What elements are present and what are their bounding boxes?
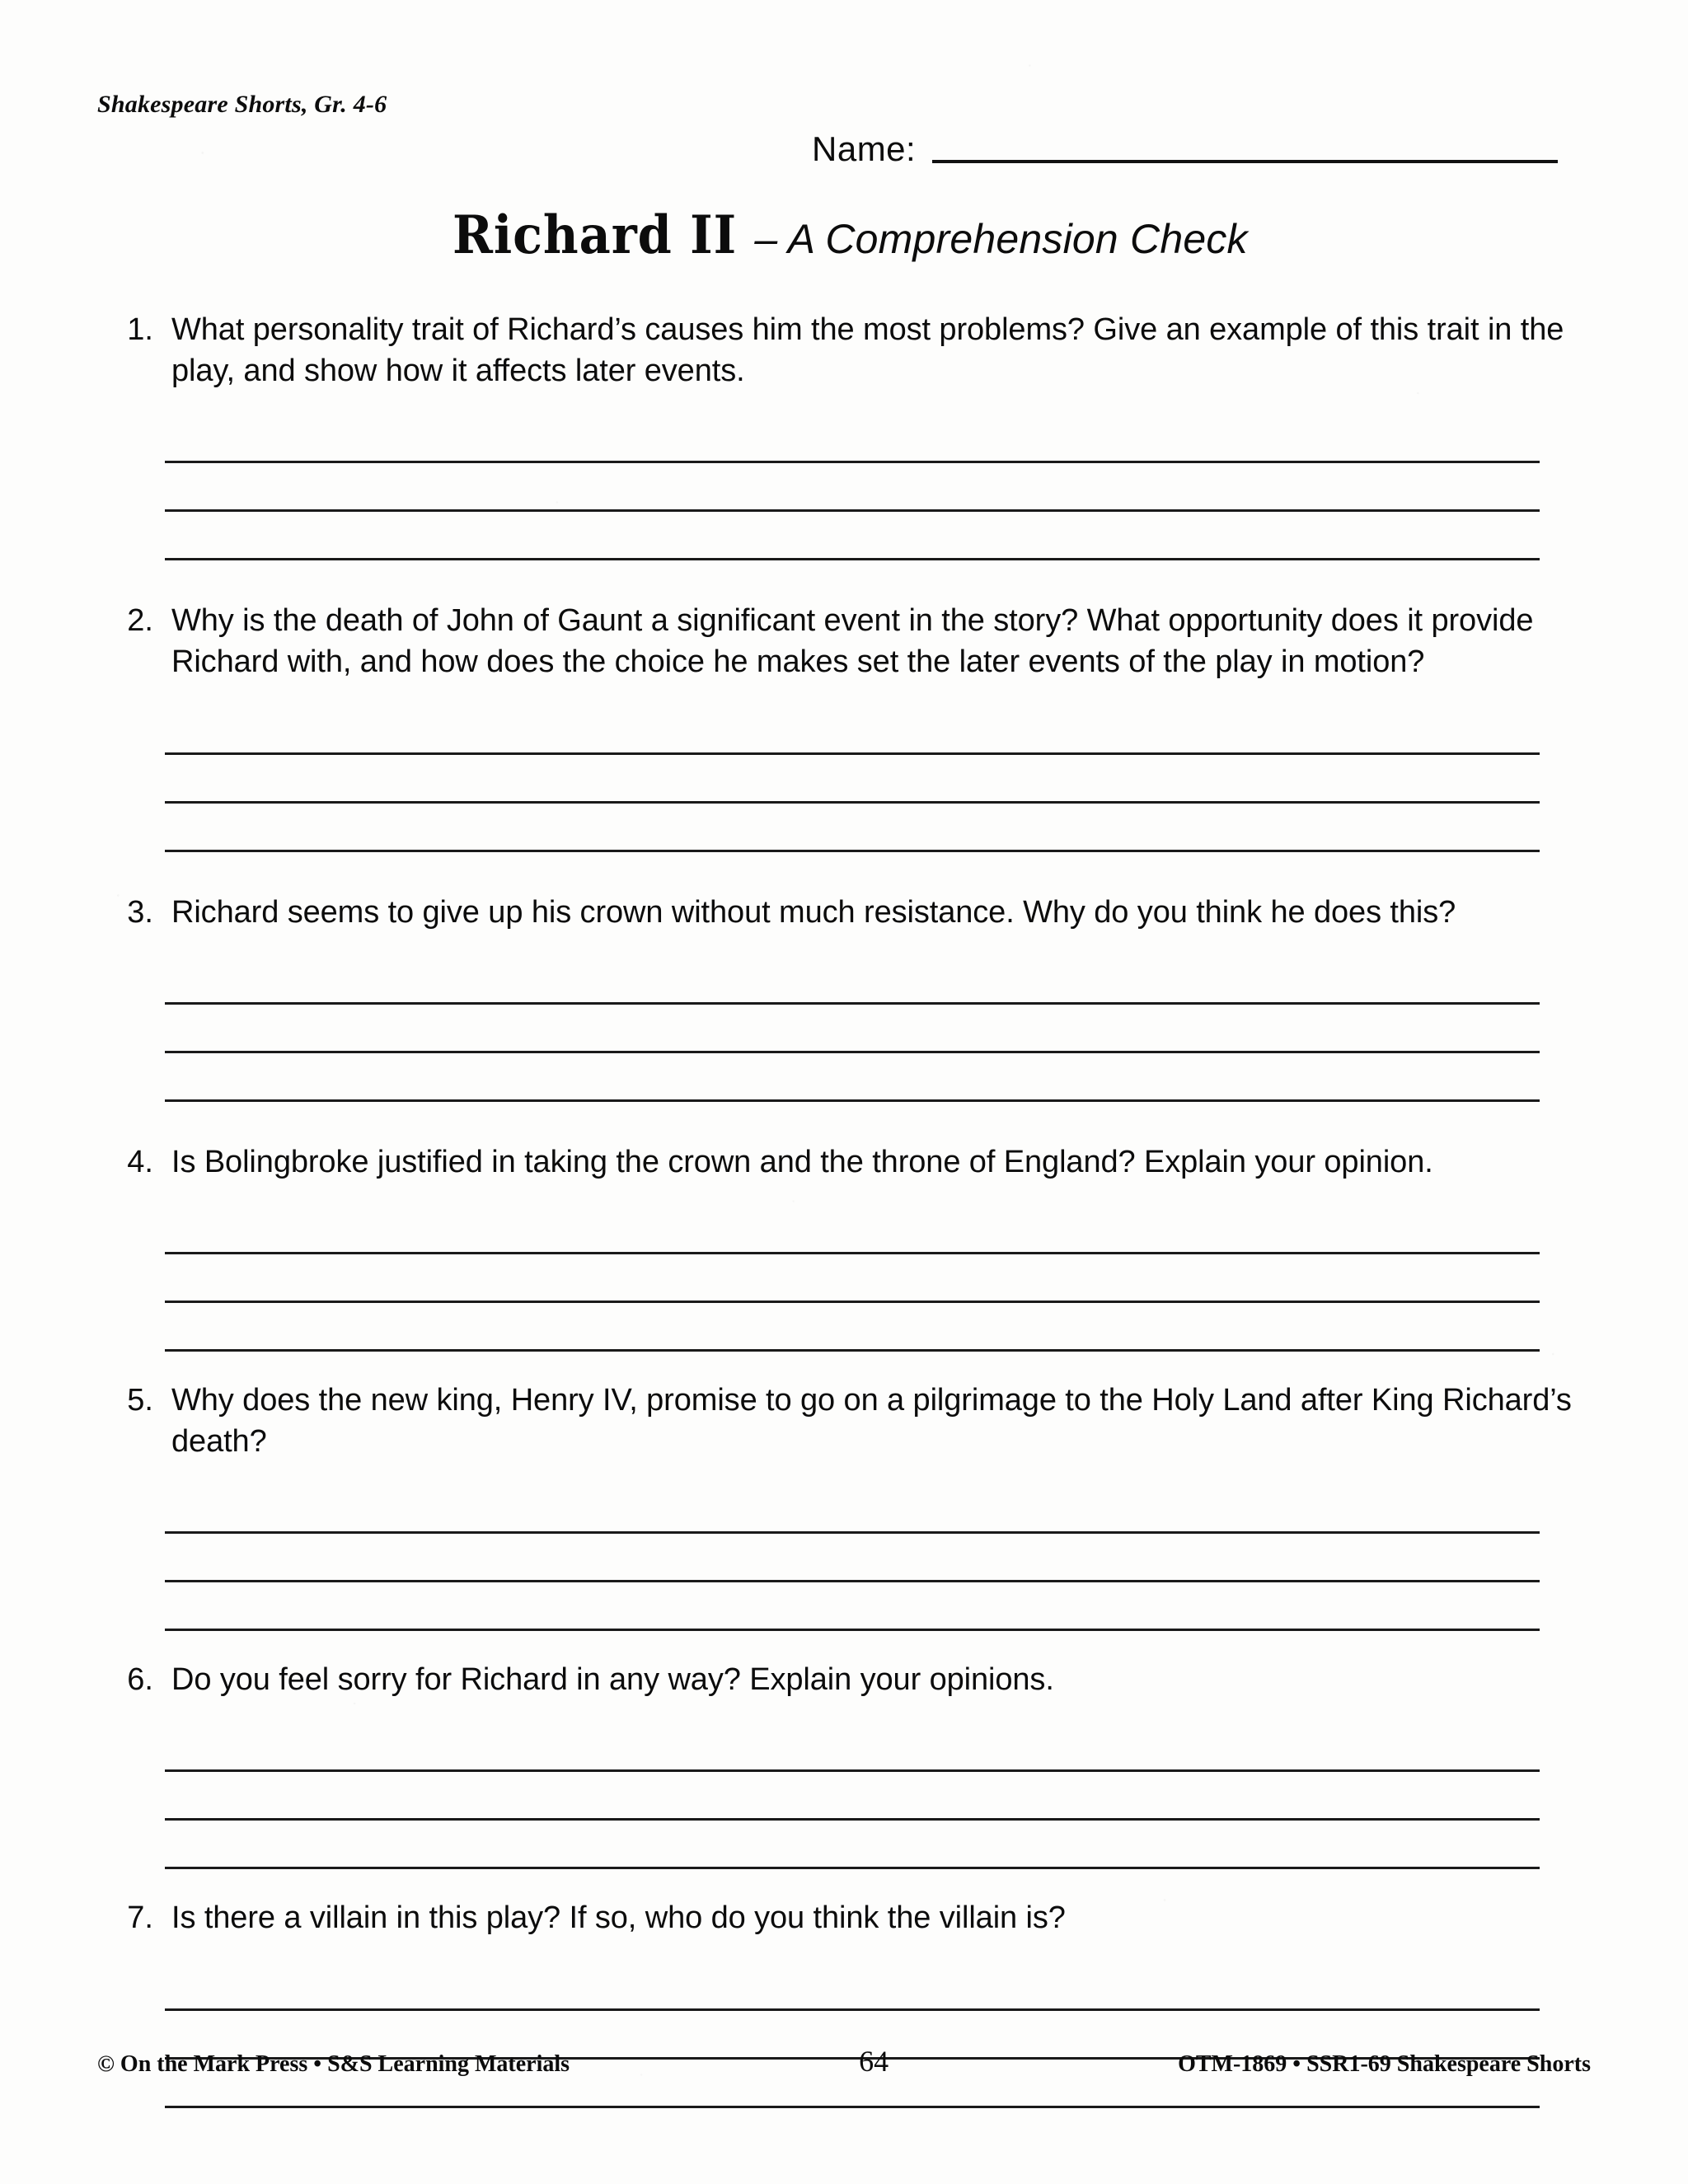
series-label: Shakespeare Shorts, Gr. 4-6 xyxy=(97,91,387,118)
question-block xyxy=(0,1659,1688,1897)
question-block xyxy=(0,1141,1688,1380)
answer-lines-group xyxy=(0,1962,1688,2108)
answer-line[interactable] xyxy=(165,755,1540,804)
answer-line[interactable] xyxy=(165,1206,1540,1254)
question-number: 1. xyxy=(127,312,153,347)
title-subtitle: – A Comprehension Check xyxy=(754,216,1248,262)
question-block xyxy=(0,600,1688,891)
footer-product-code: OTM-1869 • SSR1-69 Shakespeare Shorts xyxy=(1178,2051,1591,2077)
question-spacer xyxy=(0,1869,1688,1897)
answer-line[interactable] xyxy=(165,1962,1540,2011)
answer-line[interactable] xyxy=(165,1772,1540,1821)
answer-line[interactable] xyxy=(165,956,1540,1005)
question-row xyxy=(0,1380,1688,1462)
footer-page-number: 64 xyxy=(859,2045,889,2078)
answer-line[interactable] xyxy=(165,1005,1540,1053)
answer-lines-group xyxy=(0,1485,1688,1631)
question-text: Is there a villain in this play? If so, who do you think the villain is? xyxy=(171,1900,1066,1936)
answer-lines-group xyxy=(0,956,1688,1102)
answer-line[interactable] xyxy=(165,706,1540,755)
name-input-rule[interactable] xyxy=(932,160,1558,163)
question-spacer xyxy=(0,1102,1688,1141)
question-number: 7. xyxy=(127,1900,153,1936)
answer-line[interactable] xyxy=(165,463,1540,512)
page-title xyxy=(0,204,1688,266)
question-block xyxy=(0,1897,1688,2135)
questions-list xyxy=(0,309,1688,2136)
answer-line[interactable] xyxy=(165,415,1540,463)
question-block xyxy=(0,892,1688,1141)
question-number: 6. xyxy=(127,1662,153,1698)
question-row xyxy=(0,309,1688,391)
answer-lines-group xyxy=(0,706,1688,852)
answer-line[interactable] xyxy=(165,1303,1540,1352)
name-label: Name: xyxy=(812,129,917,168)
answer-lines-group xyxy=(0,1723,1688,1869)
answer-line[interactable] xyxy=(165,512,1540,560)
question-block xyxy=(0,309,1688,600)
answer-lines-group xyxy=(0,415,1688,560)
answer-line[interactable] xyxy=(165,1254,1540,1303)
question-row xyxy=(0,600,1688,682)
question-spacer xyxy=(0,852,1688,892)
question-spacer xyxy=(0,560,1688,600)
answer-line[interactable] xyxy=(165,1582,1540,1631)
answer-line[interactable] xyxy=(165,1821,1540,1869)
answer-line[interactable] xyxy=(165,1534,1540,1582)
question-block xyxy=(0,1380,1688,1659)
answer-line[interactable] xyxy=(165,804,1540,852)
name-field-row xyxy=(812,129,1558,168)
question-spacer xyxy=(0,1352,1688,1380)
question-number: 5. xyxy=(127,1382,153,1418)
question-number: 3. xyxy=(127,894,153,930)
question-text: Why does the new king, Henry IV, promise to go on a pilgrimage to the Holy Land after King Richard’s death? xyxy=(171,1382,1572,1460)
question-number: 4. xyxy=(127,1144,153,1179)
title-play-name: Richard II xyxy=(452,204,738,266)
question-text: Is Bolingbroke justified in taking the crown and the throne of England? Explain your opinion. xyxy=(171,1144,1433,1179)
footer-copyright: © On the Mark Press • S&S Learning Materials xyxy=(97,2051,570,2077)
answer-line[interactable] xyxy=(165,1723,1540,1772)
question-spacer xyxy=(0,2108,1688,2136)
question-row xyxy=(0,1659,1688,1700)
question-row xyxy=(0,892,1688,933)
answer-lines-group xyxy=(0,1206,1688,1352)
question-text: What personality trait of Richard’s causes him the most problems? Give an example of this trait in the play, and show how it affects later events. xyxy=(171,312,1564,389)
answer-line[interactable] xyxy=(165,1485,1540,1534)
question-text: Richard seems to give up his crown without much resistance. Why do you think he does this? xyxy=(171,894,1456,930)
question-number: 2. xyxy=(127,603,153,639)
answer-line[interactable] xyxy=(165,1053,1540,1102)
question-text: Do you feel sorry for Richard in any way? Explain your opinions. xyxy=(171,1662,1054,1698)
question-spacer xyxy=(0,1631,1688,1659)
question-row xyxy=(0,1897,1688,1938)
page-footer xyxy=(97,2044,1591,2079)
question-text: Why is the death of John of Gaunt a significant event in the story? What opportunity does it provide Richard with, and how does the choice he makes set the later events of the play in motion? xyxy=(171,603,1534,680)
question-row xyxy=(0,1141,1688,1183)
